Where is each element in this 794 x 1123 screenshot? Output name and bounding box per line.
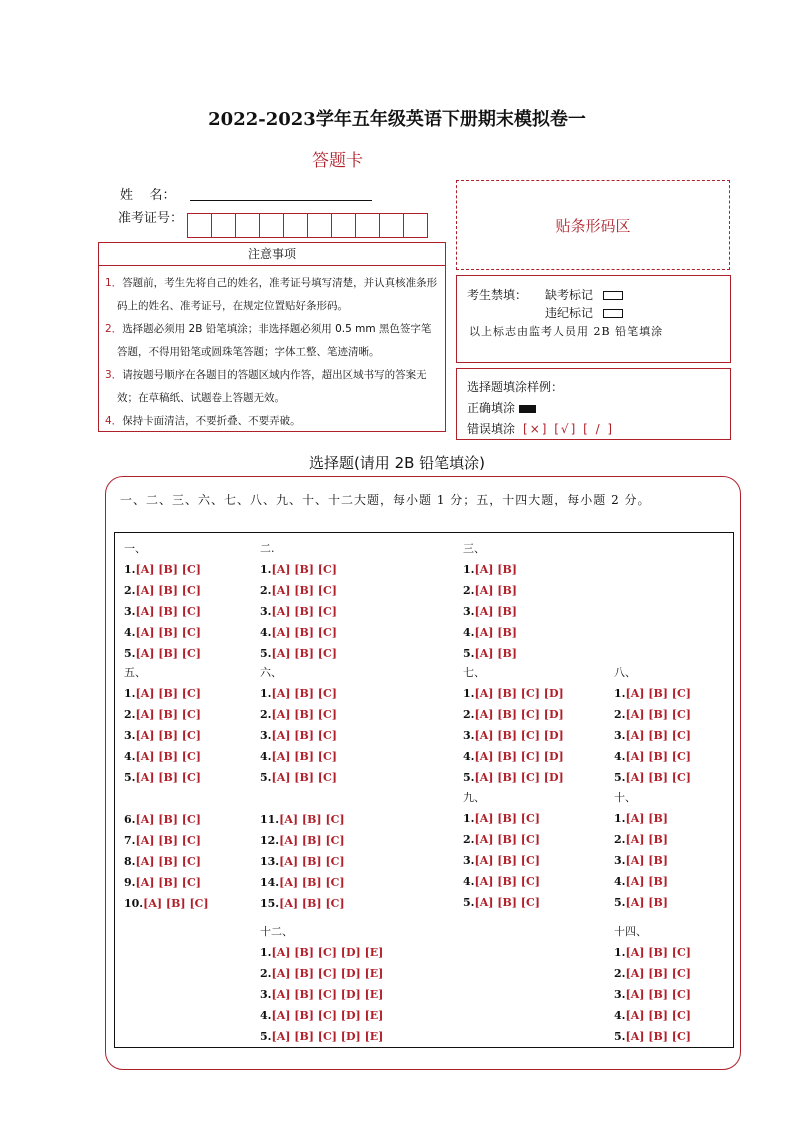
question-number: 1. (614, 687, 626, 700)
answer-row[interactable] (614, 808, 668, 829)
answer-options[interactable]: [A] [B] (474, 647, 517, 660)
group-heading: 十、 (614, 791, 636, 804)
answer-row[interactable] (614, 942, 691, 963)
id-label: 准考证号： (118, 211, 184, 226)
question-number: 3. (260, 988, 272, 1001)
answer-options[interactable]: [A] [B] (474, 563, 517, 576)
answer-options[interactable]: [A] [B] [C] [D] (474, 729, 564, 742)
answer-row[interactable] (260, 767, 345, 788)
notice-text: 保持卡面清洁，不要折叠、不要弄破。 (122, 415, 301, 427)
question-group (463, 538, 517, 664)
answer-options[interactable]: [A] [B] [C] (271, 771, 337, 784)
examinee-restricted-box (456, 275, 731, 363)
answer-options[interactable]: [A] [B] [C] (135, 563, 201, 576)
notice-number: 2． (105, 323, 123, 335)
question-group (614, 787, 668, 913)
question-number: 1. (463, 812, 475, 825)
question-group (260, 662, 345, 914)
answer-row[interactable] (260, 683, 345, 704)
question-number: 14. (260, 876, 280, 889)
answer-options[interactable]: [A] [B] (625, 833, 668, 846)
question-number: 4. (614, 750, 626, 763)
restricted-note: 以上标志由监考人员用 2B 铅笔填涂 (469, 325, 664, 338)
question-number: 4. (614, 875, 626, 888)
answer-options[interactable]: [A] [B] [C] (135, 750, 201, 763)
answer-options[interactable]: [A] [B] [C] (135, 876, 201, 889)
answer-row[interactable] (463, 767, 564, 788)
question-number: 3. (124, 605, 136, 618)
answer-options[interactable]: [A] [B] [C] (271, 626, 337, 639)
answer-row[interactable] (614, 984, 691, 1005)
answer-options[interactable]: [A] [B] [C] (474, 833, 540, 846)
answer-options[interactable]: [A] [B] [C] (271, 729, 337, 742)
answer-options[interactable]: [A] [B] (625, 875, 668, 888)
answer-row[interactable] (463, 580, 517, 601)
answer-options[interactable]: [A] [B] [C] (271, 605, 337, 618)
name-field[interactable] (190, 199, 372, 201)
question-number: 3. (260, 729, 272, 742)
answer-options[interactable]: [A] [B] [C] (625, 687, 691, 700)
answer-row[interactable] (124, 622, 201, 643)
answer-options[interactable]: [A] [B] [C] (135, 729, 201, 742)
id-digit-box[interactable] (259, 213, 284, 238)
answer-options[interactable]: [A] [B] [C] (135, 605, 201, 618)
answer-options[interactable]: [A] [B] [C] [D] [E] (271, 946, 384, 959)
answer-row[interactable] (260, 1005, 383, 1026)
answer-row[interactable] (260, 851, 345, 872)
answer-row[interactable] (463, 829, 540, 850)
answer-row[interactable] (614, 746, 691, 767)
answer-row[interactable] (614, 1026, 691, 1047)
answer-options[interactable]: [A] [B] [C] (271, 750, 337, 763)
answer-row[interactable] (614, 850, 668, 871)
question-number: 3. (614, 988, 626, 1001)
answer-options[interactable]: [A] [B] [C] (271, 647, 337, 660)
answer-options[interactable]: [A] [B] [C] (135, 687, 201, 700)
answer-options[interactable]: [A] [B] (474, 605, 517, 618)
answer-options[interactable]: [A] [B] [C] (279, 834, 345, 847)
group-heading: 十四、 (614, 925, 647, 938)
question-number: 3. (463, 605, 475, 618)
group-heading: 五、 (124, 666, 146, 679)
answer-row[interactable] (614, 892, 668, 913)
answer-options[interactable]: [A] [B] [C] (135, 771, 201, 784)
question-number: 4. (260, 1009, 272, 1022)
question-number: 4. (463, 875, 475, 888)
question-number: 3. (463, 854, 475, 867)
answer-row[interactable] (463, 643, 517, 664)
answer-options[interactable]: [A] [B] (625, 812, 668, 825)
answer-options[interactable]: [A] [B] [C] (135, 708, 201, 721)
answer-options[interactable]: [A] [B] [C] (625, 729, 691, 742)
answer-row[interactable] (124, 851, 209, 872)
notice-text: 答题前，考生先将自己的姓名，准考证号填写清楚，并认真核准条形码上的姓名、准考证号，在规定位置贴好条形码。 (117, 277, 438, 312)
answer-row[interactable] (260, 830, 345, 851)
question-number: 7. (124, 834, 136, 847)
question-number: 2. (463, 584, 475, 597)
answer-options[interactable]: [A] [B] [C] [D] [E] (271, 988, 384, 1001)
question-number: 2. (260, 708, 272, 721)
question-number: 10. (124, 897, 144, 910)
notice-text: 请按题号顺序在各题目的答题区域内作答，超出区域书写的答案无效；在草稿纸、试题卷上答题无效。 (117, 369, 427, 404)
answer-options[interactable]: [A] [B] (625, 854, 668, 867)
question-number: 15. (260, 897, 280, 910)
sample-heading: 选择题填涂样例： (467, 380, 564, 394)
question-group (124, 662, 209, 914)
question-group (614, 662, 691, 788)
question-number: 13. (260, 855, 280, 868)
fill-sample-box (456, 368, 731, 440)
answer-row[interactable] (124, 767, 209, 788)
id-digit-box[interactable] (307, 213, 332, 238)
answer-row[interactable] (124, 746, 209, 767)
answer-row[interactable] (614, 683, 691, 704)
question-number: 3. (614, 729, 626, 742)
question-number: 2. (260, 967, 272, 980)
answer-options[interactable]: [A] [B] [C] (279, 876, 345, 889)
notice-number: 4． (105, 415, 123, 427)
answer-options[interactable]: [A] [B] (474, 626, 517, 639)
answer-row[interactable] (124, 872, 209, 893)
answer-options[interactable]: [A] [B] [C] (279, 855, 345, 868)
answer-row[interactable] (463, 808, 540, 829)
answer-row[interactable] (614, 829, 668, 850)
question-number: 5. (463, 771, 475, 784)
notice-item (105, 318, 441, 364)
answer-row[interactable] (463, 850, 540, 871)
answer-row[interactable] (124, 830, 209, 851)
question-number: 4. (614, 1009, 626, 1022)
question-number: 5. (614, 1030, 626, 1043)
id-number-boxes[interactable] (188, 213, 428, 238)
answer-row[interactable] (260, 725, 345, 746)
question-number: 2. (614, 833, 626, 846)
id-digit-box[interactable] (355, 213, 380, 238)
answer-options[interactable]: [A] [B] [C] (135, 647, 201, 660)
group-heading: 三、 (463, 542, 485, 555)
question-number: 5. (614, 896, 626, 909)
answer-options[interactable]: [A] [B] [C] [D] [E] (271, 1009, 384, 1022)
id-digit-box[interactable] (379, 213, 404, 238)
question-number: 5. (260, 647, 272, 660)
violation-mark-box[interactable] (603, 309, 623, 318)
group-heading: 十二、 (260, 925, 293, 938)
question-number: 5. (124, 771, 136, 784)
answer-row[interactable] (614, 725, 691, 746)
group-heading: 一、 (124, 542, 146, 555)
question-number: 1. (614, 946, 626, 959)
answer-row[interactable] (463, 704, 564, 725)
answer-row[interactable] (124, 683, 209, 704)
answer-row[interactable] (124, 580, 201, 601)
answer-row[interactable] (124, 559, 201, 580)
question-number: 2. (124, 708, 136, 721)
question-number: 1. (260, 687, 272, 700)
section-title: 选择题(请用 2B 铅笔填涂) (308, 454, 486, 472)
id-digit-box[interactable] (331, 213, 356, 238)
absent-mark-box[interactable] (603, 291, 623, 300)
notice-item (105, 272, 441, 318)
answer-row[interactable] (463, 892, 540, 913)
question-number: 12. (260, 834, 280, 847)
notice-text: 选择题必须用 2B 铅笔填涂；非选择题必须用 0.5 mm 黑色签字笔答题，不得用铅笔或圆珠笔答题；字体工整、笔迹清晰。 (117, 323, 432, 358)
question-number: 2. (463, 708, 475, 721)
absent-mark-row (545, 286, 623, 303)
question-number: 8. (124, 855, 136, 868)
question-number: 4. (124, 750, 136, 763)
answer-row (260, 788, 345, 809)
answer-row (124, 788, 209, 809)
question-number: 3. (260, 605, 272, 618)
answer-options[interactable]: [A] [B] [C] (625, 946, 691, 959)
answer-row[interactable] (614, 963, 691, 984)
barcode-area: 贴条形码区 (456, 180, 730, 270)
question-number: 4. (463, 750, 475, 763)
answer-options[interactable]: [A] [B] [C] (625, 771, 691, 784)
page-title: 2022-2023学年五年级英语下册期末模拟卷一 (208, 109, 586, 130)
answer-row[interactable] (463, 622, 517, 643)
question-number: 4. (124, 626, 136, 639)
answer-row[interactable] (260, 559, 337, 580)
question-group (614, 921, 691, 1047)
answer-row[interactable] (260, 809, 345, 830)
question-number: 2. (260, 584, 272, 597)
id-digit-box[interactable] (283, 213, 308, 238)
group-heading: 七、 (463, 666, 485, 679)
answer-options[interactable]: [A] [B] [C] (279, 897, 345, 910)
answer-options[interactable]: [A] [B] [C] (279, 813, 345, 826)
notice-heading: 注意事项 (98, 242, 446, 266)
answer-row[interactable] (124, 601, 201, 622)
question-group (260, 921, 383, 1047)
question-number: 3. (614, 854, 626, 867)
question-group (124, 538, 201, 664)
answer-row[interactable] (463, 559, 517, 580)
question-number: 1. (124, 563, 136, 576)
notice-item (105, 410, 441, 433)
question-number: 2. (124, 584, 136, 597)
answer-options[interactable]: [A] [B] [C] (271, 584, 337, 597)
answer-row[interactable] (614, 1005, 691, 1026)
answer-options[interactable]: [A] [B] [C] (474, 896, 540, 909)
answer-options[interactable]: [A] [B] [C] (135, 855, 201, 868)
answer-row[interactable] (260, 704, 345, 725)
answer-options[interactable]: [A] [B] [C] (625, 967, 691, 980)
id-digit-box[interactable] (403, 213, 428, 238)
answer-options[interactable]: [A] [B] [C] [D] [E] (271, 1030, 384, 1043)
answer-row[interactable] (463, 683, 564, 704)
correct-fill-row (467, 398, 730, 419)
answer-row[interactable] (260, 622, 337, 643)
question-number: 4. (463, 626, 475, 639)
correct-fill-label: 正确填涂 (467, 401, 516, 415)
group-heading: 二. (260, 542, 275, 555)
wrong-fill-marks: [×] [√] [ / ] (523, 422, 615, 436)
question-number: 5. (260, 1030, 272, 1043)
answer-options[interactable]: [A] [B] [C] (625, 988, 691, 1001)
answer-row[interactable] (260, 746, 345, 767)
answer-options[interactable]: [A] [B] [C] (143, 897, 209, 910)
question-number: 6. (124, 813, 136, 826)
answer-row[interactable] (260, 643, 337, 664)
answer-options[interactable]: [A] [B] [C] (135, 834, 201, 847)
answer-row[interactable] (260, 601, 337, 622)
group-heading: 九、 (463, 791, 485, 804)
notice-number: 3． (105, 369, 123, 381)
absent-mark-label: 缺考标记 (545, 288, 594, 302)
answer-options[interactable]: [A] [B] [C] (625, 708, 691, 721)
answer-card-subtitle: 答题卡 (312, 151, 363, 171)
answer-row[interactable] (260, 893, 345, 914)
answer-options[interactable]: [A] [B] [C] [D] (474, 771, 564, 784)
answer-options[interactable]: [A] [B] [C] (625, 750, 691, 763)
wrong-fill-row (467, 419, 730, 440)
answer-row[interactable] (260, 1026, 383, 1047)
answer-row[interactable] (614, 767, 691, 788)
answer-options[interactable]: [A] [B] [C] (271, 687, 337, 700)
answer-row[interactable] (124, 809, 209, 830)
question-number: 5. (260, 771, 272, 784)
question-number: 5. (614, 771, 626, 784)
id-digit-box[interactable] (187, 213, 212, 238)
question-number: 1. (260, 946, 272, 959)
question-number: 5. (463, 647, 475, 660)
answer-options[interactable]: [A] [B] [C] (135, 813, 201, 826)
answer-options[interactable]: [A] [B] [C] (271, 708, 337, 721)
answer-row[interactable] (260, 942, 383, 963)
filled-mark-sample (519, 405, 536, 413)
question-number: 5. (124, 647, 136, 660)
answer-options[interactable]: [A] [B] [C] (625, 1009, 691, 1022)
answer-options[interactable]: [A] [B] [C] (474, 875, 540, 888)
answer-row[interactable] (124, 704, 209, 725)
question-number: 11. (260, 813, 280, 826)
answer-options[interactable]: [A] [B] [C] (474, 854, 540, 867)
notice-box (98, 265, 446, 432)
answer-options[interactable]: [A] [B] [C] [D] [E] (271, 967, 384, 980)
question-number: 2. (463, 833, 475, 846)
question-group (260, 538, 337, 664)
notice-item (105, 364, 441, 410)
answer-row[interactable] (260, 984, 383, 1005)
question-number: 1. (260, 563, 272, 576)
question-group (463, 787, 540, 913)
id-digit-box[interactable] (211, 213, 236, 238)
answer-row[interactable] (614, 871, 668, 892)
violation-mark-row (545, 304, 623, 321)
question-number: 3. (463, 729, 475, 742)
answer-options[interactable]: [A] [B] (625, 896, 668, 909)
answer-options[interactable]: [A] [B] [C] (625, 1030, 691, 1043)
restricted-label: 考生禁填： (467, 288, 528, 302)
answer-options[interactable]: [A] [B] [C] [D] (474, 687, 564, 700)
name-label: 姓 名： (120, 188, 176, 203)
question-number: 3. (124, 729, 136, 742)
answer-row[interactable] (463, 601, 517, 622)
answer-options[interactable]: [A] [B] [C] (474, 812, 540, 825)
answer-row[interactable] (124, 725, 209, 746)
question-number: 5. (463, 896, 475, 909)
answer-options[interactable]: [A] [B] [C] [D] (474, 708, 564, 721)
group-heading: 六、 (260, 666, 282, 679)
answer-row[interactable] (124, 643, 201, 664)
group-heading: 八、 (614, 666, 636, 679)
question-number: 2. (614, 967, 626, 980)
answer-row[interactable] (260, 872, 345, 893)
violation-mark-label: 违纪标记 (545, 306, 594, 320)
answer-options[interactable]: [A] [B] (474, 584, 517, 597)
question-number: 2. (614, 708, 626, 721)
notice-number: 1． (105, 277, 123, 289)
question-number: 9. (124, 876, 136, 889)
scoring-instruction: 一、二、三、六、七、八、九、十、十二大题，每小题 1 分；五，十四大题，每小题 2 分。 (120, 493, 651, 507)
answer-row[interactable] (463, 746, 564, 767)
answer-options[interactable]: [A] [B] [C] [D] (474, 750, 564, 763)
wrong-fill-label: 错误填涂 (467, 422, 516, 436)
question-number: 4. (260, 750, 272, 763)
question-group (463, 662, 564, 788)
question-number: 1. (463, 563, 475, 576)
id-digit-box[interactable] (235, 213, 260, 238)
answer-options[interactable]: [A] [B] [C] (271, 563, 337, 576)
answer-row[interactable] (124, 893, 209, 914)
question-number: 1. (463, 687, 475, 700)
answer-row[interactable] (463, 871, 540, 892)
answer-row[interactable] (614, 704, 691, 725)
answer-options[interactable]: [A] [B] [C] (135, 626, 201, 639)
answer-row[interactable] (463, 725, 564, 746)
question-number: 1. (124, 687, 136, 700)
answer-options[interactable]: [A] [B] [C] (135, 584, 201, 597)
question-number: 1. (614, 812, 626, 825)
answer-row[interactable] (260, 580, 337, 601)
answer-row[interactable] (260, 963, 383, 984)
question-number: 4. (260, 626, 272, 639)
